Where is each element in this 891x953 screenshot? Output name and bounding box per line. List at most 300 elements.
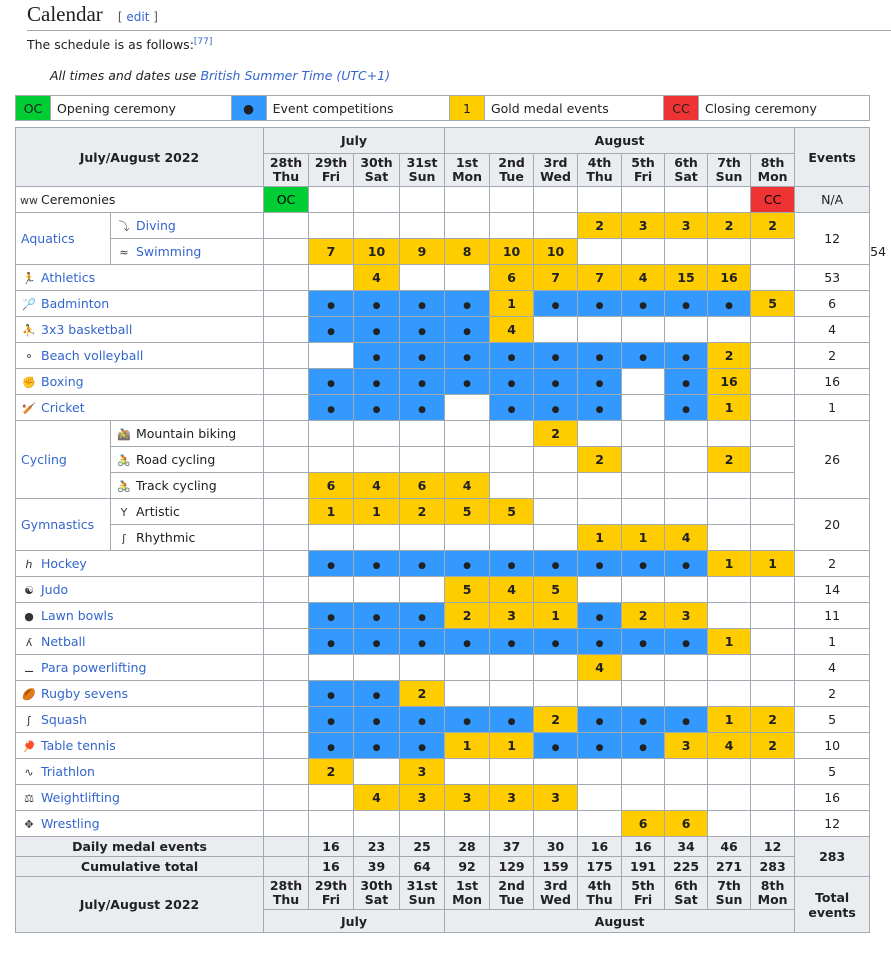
day-weekday: Fri — [633, 169, 653, 184]
sport-name[interactable]: Weightlifting — [41, 790, 120, 805]
day-date: 30th — [360, 878, 393, 893]
event-competition-cell — [400, 733, 445, 759]
section-heading — [27, 0, 891, 31]
gold-medal-cell: 9 — [400, 239, 445, 265]
sport-cell[interactable] — [16, 395, 264, 421]
footer-month-august: August — [445, 910, 795, 933]
sport-name[interactable]: Para powerlifting — [41, 660, 147, 675]
event-dot: ● — [418, 405, 426, 415]
table-row — [16, 785, 870, 811]
day-cell — [490, 759, 534, 785]
day-date: 28th — [269, 155, 303, 170]
edit-link[interactable]: edit — [126, 10, 150, 24]
event-dot: ● — [551, 639, 560, 649]
event-competition-cell — [490, 551, 534, 577]
footer-day-header — [665, 877, 708, 910]
day-cell — [309, 447, 354, 473]
day-date: 4th — [587, 155, 612, 170]
gold-medal-cell: 1 — [534, 603, 578, 629]
day-cell — [309, 655, 354, 681]
day-cell — [445, 447, 490, 473]
day-cell — [354, 447, 400, 473]
day-cell — [622, 577, 665, 603]
gold-medal-cell: 3 — [400, 785, 445, 811]
event-competition-cell — [578, 551, 622, 577]
table-row — [16, 213, 870, 239]
events-total-cell: 53 — [795, 265, 870, 291]
sport-cell[interactable] — [16, 733, 264, 759]
gold-medal-cell: 1 — [490, 291, 534, 317]
event-competition-cell — [354, 629, 400, 655]
day-cell — [490, 525, 534, 551]
sport-group-aquatics[interactable]: Aquatics — [16, 213, 111, 265]
gold-medal-cell: 3 — [400, 759, 445, 785]
day-cell — [264, 499, 309, 525]
gold-medal-cell: 1 — [708, 629, 751, 655]
sport-name[interactable]: Squash — [41, 712, 87, 727]
day-weekday: Thu — [272, 892, 300, 907]
event-dot: ● — [327, 613, 335, 623]
day-cell — [708, 525, 751, 551]
events-total-cell: 1 — [795, 395, 870, 421]
daily-medal-value: 46 — [708, 837, 751, 857]
rugby-icon: 🏉 — [22, 688, 36, 701]
day-cell — [264, 629, 309, 655]
events-total-cell: 16 — [795, 369, 870, 395]
day-date: 1st — [455, 155, 479, 170]
day-cell — [622, 681, 665, 707]
event-competition-cell — [490, 369, 534, 395]
day-cell — [309, 421, 354, 447]
opening-ceremony-cell: OC — [264, 187, 309, 213]
day-date: 31st — [406, 155, 438, 170]
gold-medal-cell: 2 — [708, 213, 751, 239]
sport-name: Track cycling — [136, 478, 217, 493]
sport-cell[interactable] — [16, 759, 264, 785]
event-dot: ● — [725, 301, 733, 311]
cricket-icon: 🏏 — [22, 402, 36, 415]
day-cell — [708, 187, 751, 213]
event-competition-cell — [578, 369, 622, 395]
day-cell — [578, 421, 622, 447]
gold-medal-cell: 8 — [445, 239, 490, 265]
triathlon-icon: ∿ — [24, 766, 34, 779]
footer-day-header — [751, 877, 795, 910]
sport-name[interactable]: Swimming — [136, 244, 202, 259]
gold-medal-cell: 4 — [578, 655, 622, 681]
day-cell — [264, 681, 309, 707]
day-cell — [264, 707, 309, 733]
event-dot: ● — [418, 613, 426, 623]
day-date: 5th — [631, 878, 655, 893]
day-cell — [665, 785, 708, 811]
edit-bracket-open: [ — [117, 10, 127, 24]
day-cell — [751, 421, 795, 447]
events-total-cell: 26 — [795, 421, 870, 499]
footer-row-days — [16, 877, 870, 910]
day-cell — [309, 187, 354, 213]
day-weekday: Mon — [452, 169, 483, 184]
event-dot: ● — [418, 301, 426, 311]
event-competition-cell — [708, 291, 751, 317]
event-dot: ● — [551, 301, 560, 311]
gold-medal-cell: 2 — [309, 759, 354, 785]
event-competition-cell — [309, 707, 354, 733]
event-competition-cell — [534, 291, 578, 317]
day-cell — [534, 187, 578, 213]
day-cell — [665, 239, 708, 265]
timezone-link[interactable]: British Summer Time (UTC+1) — [200, 68, 391, 83]
sport-name[interactable]: Rugby sevens — [41, 686, 129, 701]
day-cell — [445, 681, 490, 707]
event-competition-cell — [622, 629, 665, 655]
legend-label: Event competitions — [266, 96, 449, 121]
sport-name[interactable]: Judo — [41, 582, 69, 597]
event-dot: ● — [327, 379, 335, 389]
sport-cell[interactable] — [111, 213, 264, 239]
day-cell — [264, 291, 309, 317]
sport-group-cycling[interactable]: Cycling — [16, 421, 111, 499]
table-row — [16, 811, 870, 837]
event-competition-cell — [578, 603, 622, 629]
sport-cell[interactable] — [16, 629, 264, 655]
event-competition-cell — [665, 629, 708, 655]
sport-cell[interactable] — [16, 603, 264, 629]
event-dot: ● — [595, 717, 604, 727]
day-header — [445, 154, 490, 187]
day-cell — [578, 681, 622, 707]
day-header — [490, 154, 534, 187]
day-cell — [264, 525, 309, 551]
day-cell — [751, 811, 795, 837]
sport-name[interactable]: Cricket — [41, 400, 85, 415]
event-competition-cell — [534, 395, 578, 421]
gold-medal-cell: 2 — [445, 603, 490, 629]
day-cell — [534, 317, 578, 343]
day-cell — [665, 421, 708, 447]
day-cell — [751, 447, 795, 473]
event-dot: ● — [507, 717, 516, 727]
day-cell — [578, 785, 622, 811]
day-cell — [665, 681, 708, 707]
sport-cell[interactable] — [16, 681, 264, 707]
sport-cell[interactable] — [16, 265, 264, 291]
table-row — [16, 473, 870, 499]
day-cell — [708, 655, 751, 681]
day-weekday: Thu — [586, 169, 613, 184]
event-dot: ● — [372, 327, 381, 337]
gold-medal-cell: 5 — [751, 291, 795, 317]
day-header — [751, 154, 795, 187]
day-cell — [751, 343, 795, 369]
day-cell — [665, 317, 708, 343]
gold-medal-cell: 4 — [490, 317, 534, 343]
day-cell — [534, 473, 578, 499]
day-cell — [708, 785, 751, 811]
day-date: 2nd — [498, 878, 525, 893]
event-dot: ● — [372, 353, 381, 363]
sport-cell[interactable] — [16, 707, 264, 733]
events-total-cell: 10 — [795, 733, 870, 759]
day-cell — [354, 213, 400, 239]
event-dot: ● — [418, 717, 426, 727]
footer-total-events: Total events — [795, 877, 870, 933]
sport-cell[interactable] — [16, 317, 264, 343]
table-row — [16, 707, 870, 733]
day-cell — [264, 785, 309, 811]
event-dot: ● — [372, 717, 381, 727]
day-cell — [622, 785, 665, 811]
event-dot: ● — [595, 379, 604, 389]
day-cell — [445, 187, 490, 213]
day-weekday: Wed — [540, 169, 571, 184]
event-competition-cell — [354, 681, 400, 707]
event-competition-cell — [309, 603, 354, 629]
squash-icon: ʃ — [27, 714, 31, 727]
sport-name[interactable]: Table tennis — [41, 738, 116, 753]
day-date: 6th — [674, 878, 698, 893]
event-dot: ● — [507, 379, 516, 389]
gold-medal-cell: 1 — [490, 733, 534, 759]
event-dot: ● — [507, 639, 516, 649]
day-weekday: Sun — [408, 169, 436, 184]
sport-name[interactable]: Wrestling — [41, 816, 100, 831]
day-cell — [264, 655, 309, 681]
day-cell — [264, 551, 309, 577]
day-cell — [490, 187, 534, 213]
volleyball-icon: ⚬ — [24, 350, 34, 363]
sport-cell[interactable] — [16, 785, 264, 811]
sport-name[interactable]: Diving — [136, 217, 176, 233]
day-cell — [751, 577, 795, 603]
day-cell — [708, 239, 751, 265]
table-row — [16, 603, 870, 629]
day-cell — [445, 265, 490, 291]
event-dot: ● — [595, 743, 604, 753]
events-total-cell: 2 — [795, 551, 870, 577]
day-cell — [751, 239, 795, 265]
sport-name[interactable]: Badminton — [41, 296, 110, 311]
event-competition-cell — [534, 369, 578, 395]
sport-name: Ceremonies — [41, 192, 116, 207]
sport-cell[interactable] — [16, 551, 264, 577]
day-cell — [578, 317, 622, 343]
event-dot: ● — [463, 353, 471, 363]
gold-medal-cell: 2 — [578, 213, 622, 239]
sport-name[interactable]: Boxing — [41, 374, 84, 389]
day-cell — [751, 655, 795, 681]
sport-cell[interactable] — [16, 369, 264, 395]
day-cell — [490, 213, 534, 239]
day-cell — [708, 759, 751, 785]
day-cell — [534, 447, 578, 473]
day-date: 5th — [631, 155, 655, 170]
daily-medal-value: 16 — [578, 837, 622, 857]
sport-name[interactable]: Athletics — [41, 270, 96, 285]
day-cell — [578, 759, 622, 785]
day-cell — [708, 317, 751, 343]
sport-group-gymnastics[interactable]: Gymnastics — [16, 499, 111, 551]
sport-cell — [16, 187, 264, 213]
event-competition-cell — [309, 317, 354, 343]
gold-medal-cell: 6 — [309, 473, 354, 499]
day-cell — [264, 733, 309, 759]
sport-name: Mountain biking — [136, 426, 237, 441]
event-dot: ● — [418, 379, 426, 389]
event-dot: ● — [418, 327, 426, 337]
event-dot: ● — [551, 379, 560, 389]
legend-label: Gold medal events — [484, 96, 663, 121]
legend-row — [16, 96, 870, 121]
sport-cell[interactable] — [16, 655, 264, 681]
sport-name[interactable]: Lawn bowls — [41, 608, 114, 623]
event-dot: ● — [463, 639, 471, 649]
event-dot: ● — [551, 743, 560, 753]
event-dot: ● — [463, 301, 471, 311]
day-cell — [264, 395, 309, 421]
event-dot: ● — [507, 561, 516, 571]
day-header — [534, 154, 578, 187]
sport-cell[interactable] — [16, 811, 264, 837]
daily-medal-value: 37 — [490, 837, 534, 857]
day-cell — [622, 655, 665, 681]
event-competition-cell — [578, 343, 622, 369]
day-cell — [264, 343, 309, 369]
table-row — [16, 551, 870, 577]
day-weekday: Mon — [452, 892, 483, 907]
day-cell — [264, 421, 309, 447]
gold-medal-cell: 2 — [534, 707, 578, 733]
day-cell — [622, 187, 665, 213]
footer-day-header — [309, 877, 354, 910]
gold-medal-cell: 3 — [445, 785, 490, 811]
event-dot: ● — [639, 743, 647, 753]
boxing-icon: ✊ — [22, 376, 36, 389]
event-dot: ● — [595, 561, 604, 571]
event-dot: ● — [327, 327, 335, 337]
cumulative-value: 64 — [400, 857, 445, 877]
legend-swatch: OC — [16, 96, 51, 121]
table-row — [16, 655, 870, 681]
legend-label: Closing ceremony — [698, 96, 869, 121]
day-cell — [708, 811, 751, 837]
sport-cell[interactable] — [111, 239, 264, 265]
event-dot: ● — [682, 301, 690, 311]
event-dot: ● — [682, 379, 690, 389]
gold-medal-cell: 5 — [490, 499, 534, 525]
sport-cell[interactable] — [16, 343, 264, 369]
event-dot: ● — [418, 353, 426, 363]
event-competition-cell — [578, 707, 622, 733]
day-date: 7th — [717, 878, 741, 893]
footer-day-header — [264, 877, 309, 910]
table-tennis-icon: 🏓 — [22, 740, 36, 753]
cumulative-value: 283 — [751, 857, 795, 877]
wrestling-icon: ✥ — [24, 818, 34, 831]
day-cell — [534, 499, 578, 525]
sport-name[interactable]: 3x3 basketball — [41, 322, 133, 337]
reference-link[interactable]: [77] — [193, 37, 213, 47]
table-row — [16, 577, 870, 603]
day-cell — [400, 655, 445, 681]
event-competition-cell — [665, 369, 708, 395]
footer-day-header — [445, 877, 490, 910]
daily-medal-value — [264, 837, 309, 857]
gold-medal-cell: 3 — [665, 213, 708, 239]
event-competition-cell — [400, 317, 445, 343]
event-dot: ● — [372, 405, 381, 415]
mountain-bike-icon: 🚵 — [117, 428, 131, 441]
day-cell — [578, 187, 622, 213]
sport-cell[interactable] — [16, 577, 264, 603]
day-weekday: Thu — [586, 892, 613, 907]
event-competition-cell — [445, 707, 490, 733]
event-competition-cell — [490, 707, 534, 733]
day-cell — [400, 577, 445, 603]
edit-section — [118, 10, 158, 24]
day-cell — [264, 447, 309, 473]
sport-cell[interactable] — [16, 291, 264, 317]
day-cell — [622, 369, 665, 395]
event-dot: ● — [507, 353, 516, 363]
event-dot: ● — [372, 639, 381, 649]
day-cell — [622, 395, 665, 421]
day-weekday: Sat — [674, 892, 698, 907]
gold-medal-cell: 2 — [400, 681, 445, 707]
gold-medal-cell: 1 — [445, 733, 490, 759]
event-dot: ● — [327, 743, 335, 753]
sport-name[interactable]: Triathlon — [41, 764, 95, 779]
day-weekday: Tue — [499, 169, 524, 184]
gold-medal-cell: 3 — [490, 603, 534, 629]
day-header — [665, 154, 708, 187]
day-cell — [354, 525, 400, 551]
daily-medal-label: Daily medal events — [16, 837, 264, 857]
daily-medal-value: 28 — [445, 837, 490, 857]
day-cell — [751, 681, 795, 707]
day-weekday: Sun — [715, 169, 743, 184]
event-dot: ● — [372, 379, 381, 389]
day-header — [354, 154, 400, 187]
event-dot: ● — [551, 353, 560, 363]
gold-medal-cell: 1 — [309, 499, 354, 525]
day-header — [400, 154, 445, 187]
sport-name[interactable]: Netball — [41, 634, 86, 649]
header-row-months — [16, 128, 870, 154]
event-competition-cell — [400, 707, 445, 733]
gold-medal-cell: 5 — [534, 577, 578, 603]
day-weekday: Sun — [408, 892, 436, 907]
event-dot: ● — [639, 561, 647, 571]
badminton-icon: 🏸 — [22, 298, 36, 311]
table-row — [16, 525, 870, 551]
day-weekday: Mon — [757, 892, 788, 907]
day-cell — [622, 317, 665, 343]
day-cell — [578, 577, 622, 603]
day-cell — [578, 811, 622, 837]
sport-name[interactable]: Hockey — [41, 556, 87, 571]
event-competition-cell — [400, 551, 445, 577]
daily-medal-value: 12 — [751, 837, 795, 857]
event-competition-cell — [309, 291, 354, 317]
gold-medal-cell: 2 — [400, 499, 445, 525]
cumulative-value: 271 — [708, 857, 751, 877]
sport-name[interactable]: Beach volleyball — [41, 348, 144, 363]
footer-corner-header: July/August 2022 — [16, 877, 264, 933]
cumulative-value: 191 — [622, 857, 665, 877]
athletics-icon: 🏃 — [22, 272, 36, 285]
day-cell — [354, 655, 400, 681]
